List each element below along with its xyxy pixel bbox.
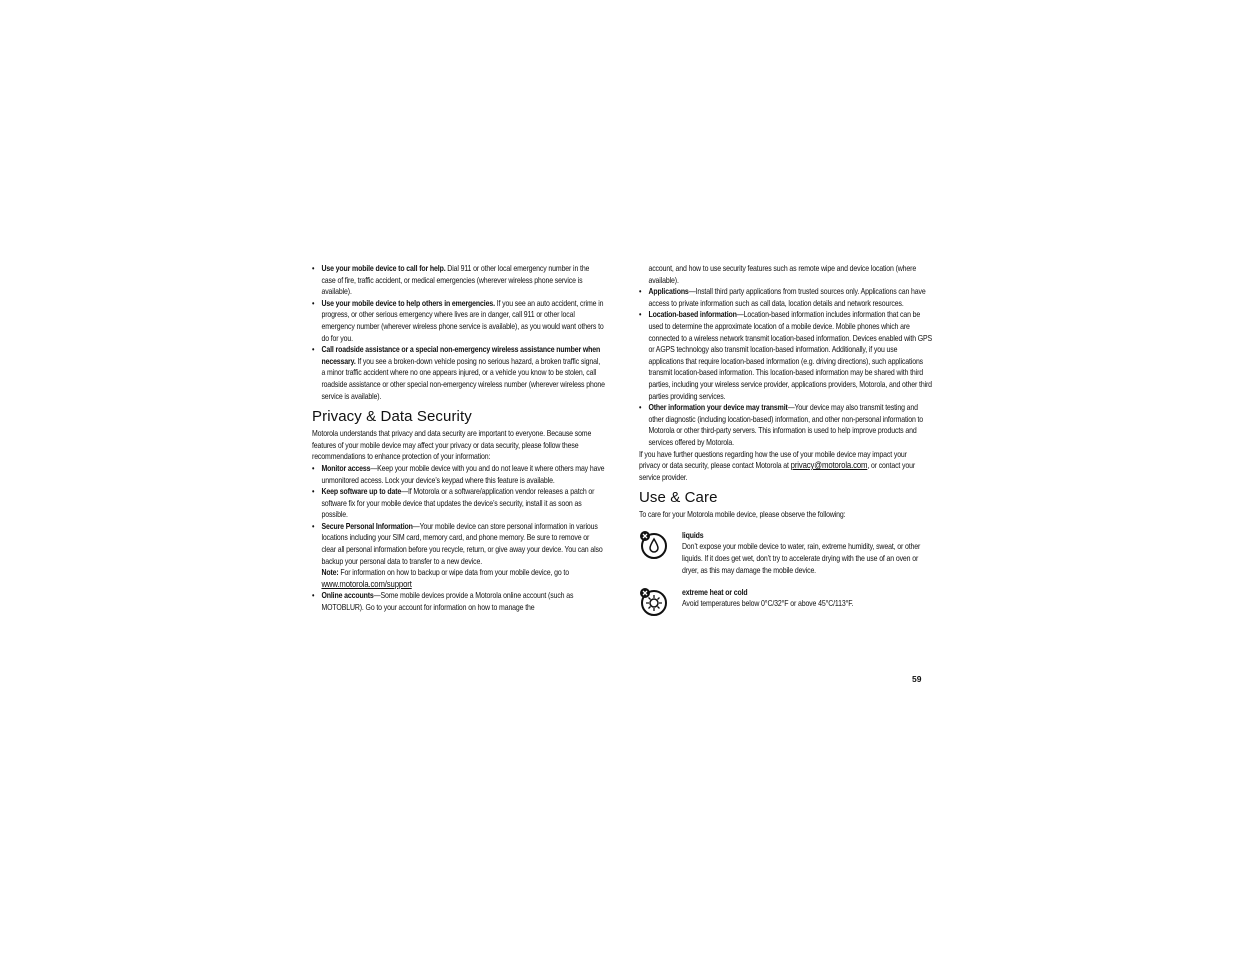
heat-cold-icon	[639, 587, 669, 617]
bullet-title: Keep software up to date	[321, 487, 402, 497]
bullet-title: Location-based information	[648, 310, 737, 320]
bullet-text: Dial 911 or other local emergency number in the case of fire, traffic accident, or medical emergencies (wherever wireless phone service is available).	[321, 264, 590, 297]
bullet-online-accounts: • Online accounts—Some mobile devices provide a Motorola online account (such as MOTOBLUR). Go to your account for information on how to manage the	[312, 591, 574, 613]
care-title: liquids	[682, 530, 704, 540]
bullet-text: If you see a broken-down vehicle posing no serious hazard, a broken traffic signal, a minor traffic accident where no one appears injured, or a vehicle you know to be stolen, call roadside assistance or other special non-emergency wireless number (wherever wireless phone service is available).	[321, 356, 605, 401]
note-text: For information on how to backup or wipe data from your mobile device, go to	[338, 568, 569, 578]
bullet-text: —Your device may also transmit testing and other diagnostic (including location-based) information, and other non-personal information to Motorola or other third-party servers. This information is used to help improve products and services offered by Motorola.	[648, 403, 924, 447]
liquids-icon	[639, 530, 669, 560]
bullet-title: Online accounts	[321, 591, 374, 601]
bullet-call-for-help: • Use your mobile device to call for help. Dial 911 or other local emergency number in the case of fire, traffic accident, or medical emergencies (wherever wireless phone service is available).	[312, 264, 590, 297]
bullet-location: • Location-based information—Location-based information includes information that can be used to determine the approximate location of a mobile device. Mobile phones which are connected to a wireless network transmit location-based information. Devices enabled with GPS or AGPS technology also transmit location-based information. Additionally, if you use applications that require location-based information (e.g. driving directions), such applications transmit location-based information. This location-based information may be shared with third parties, including your wireless service provider, applications providers, Motorola, and other third parties providing services.	[639, 310, 933, 401]
bullet-text: If you see an auto accident, crime in progress, or other serious emergency where lives are in danger, call 911 or other local emergency number (wherever wireless phone service is available), as you would want others to do for you.	[321, 298, 604, 343]
bullet-text: —Location-based information includes information that can be used to determine the approximate location of a mobile device. Mobile phones which are connected to a wireless network transmit location-based information. Devices enabled with GPS or AGPS technology also transmit location-based information. Additionally, if you use applications that require location-based information (e.g. driving directions), such applications transmit location-based information. This location-based information may be shared with third parties, including your wireless service provider, applications providers, Motorola, and other third parties providing services.	[648, 310, 933, 401]
questions-tail: , or contact your service provider.	[639, 461, 916, 482]
bullet-help-others: • Use your mobile device to help others in emergencies. If you see an auto accident, crime in progress, or other serious emergency where lives are in danger, call 911 or other local emergency number (wherever wireless phone service is available), as you would want others to do for you.	[312, 298, 604, 343]
support-link[interactable]: www.motorola.com/support	[321, 578, 412, 589]
page-number: 59	[912, 674, 922, 684]
right-column	[639, 263, 933, 637]
note-label: Note:	[321, 568, 339, 578]
bullet-secure-info: • Secure Personal Information—Your mobile device can store personal information in various locations including your SIM card, memory card, and phone memory. Be sure to remove or clear all personal information before you recycle, return, or give away your device. You can also backup your personal data to transfer to a new device. Note: For information on how to backup or wipe data from your mobile device, go to www.motorola.com/support	[312, 521, 605, 591]
privacy-email-link[interactable]: privacy@motorola.com	[790, 460, 868, 471]
questions-text: If you have further questions regarding how the use of your mobile device may impact your privacy or data security, please contact Motorola at	[639, 449, 907, 471]
bullet-text: —Some mobile devices provide a Motorola online account (such as MOTOBLUR). Go to your account for information on how to manage the	[321, 591, 574, 613]
care-text: Avoid temperatures below 0°C/32°F or above 45°C/113°F.	[682, 599, 854, 609]
bullet-text: —Keep your mobile device with you and do not leave it where others may have unmonitored access. Lock your device’s keypad where this feature is available.	[321, 463, 605, 485]
bullet-keep-software: • Keep software up to date—If Motorola or a software/application vendor releases a patch or software fix for your mobile device that updates the device’s security, install it as soon as possible.	[312, 487, 595, 520]
bullet-title: Call roadside assistance or a special non-emergency wireless assistance number when necessary.	[321, 345, 601, 366]
bullet-applications: • Applications—Install third party applications from trusted sources only. Applications can have access to private information such as call data, location details and network resources.	[639, 287, 926, 308]
care-item-liquids	[639, 530, 925, 587]
continued-body: account, and how to use security features such as remote wipe and device location (where available).	[648, 264, 917, 285]
bullet-text: —Your mobile device can store personal information in various locations including your SIM card, memory card, and phone memory. Be sure to remove or clear all personal information before you recycle, return, or give away your device. You can also backup your personal data to transfer to a new device.	[321, 521, 603, 566]
bullet-title: Monitor access	[321, 463, 371, 473]
bullet-monitor-access: • Monitor access—Keep your mobile device with you and do not leave it where others may have unmonitored access. Lock your device’s keypad where this feature is available.	[312, 463, 605, 485]
care-title: extreme heat or cold	[682, 587, 748, 597]
bullet-title: Secure Personal Information	[321, 521, 413, 531]
privacy-heading: Privacy & Data Security	[312, 408, 472, 426]
bullet-title: Use your mobile device to help others in emergencies.	[321, 298, 495, 308]
care-heading: Use & Care	[639, 489, 718, 507]
continued-text	[639, 263, 932, 286]
care-text: Don’t expose your mobile device to water, rain, extreme humidity, sweat, or other liquids. If it does get wet, don’t try to accelerate drying with the use of an oven or dryer, as this may damage the mobile device.	[682, 542, 921, 575]
bullet-roadside: • Call roadside assistance or a special non-emergency wireless assistance number when necessary. If you see a broken-down vehicle posing no serious hazard, a broken traffic signal, a minor traffic accident where no one appears injured, or a vehicle you know to be stolen, call roadside assistance or other special non-emergency wireless number (wherever wireless phone service is available).	[312, 345, 605, 401]
care-intro: To care for your Motorola mobile device, please observe the following:	[639, 510, 846, 520]
bullet-text: —Install third party applications from trusted sources only. Applications can have access to private information such as call data, location details and network resources.	[648, 287, 926, 308]
bullet-other-info: • Other information your device may transmit—Your device may also transmit testing and other diagnostic (including location-based) information, and other non-personal information to Motorola or other third-party servers. This information is used to help improve products and services offered by Motorola.	[639, 403, 924, 447]
privacy-intro: Motorola understands that privacy and data security are important to everyone. Because some features of your mobile device may affect your privacy or data security, please follow these recommendations to enhance protection of your information:	[312, 429, 592, 462]
care-item-heat-cold	[639, 587, 925, 637]
note	[321, 567, 605, 590]
questions-paragraph	[639, 449, 925, 484]
bullet-title: Other information your device may transmit	[648, 403, 788, 413]
bullet-title: Applications	[648, 287, 689, 297]
bullet-title: Use your mobile device to call for help.	[321, 264, 446, 273]
bullet-text: —If Motorola or a software/application vendor releases a patch or software fix for your mobile device that updates the device’s security, install it as soon as possible.	[321, 487, 595, 520]
left-column	[312, 263, 605, 614]
